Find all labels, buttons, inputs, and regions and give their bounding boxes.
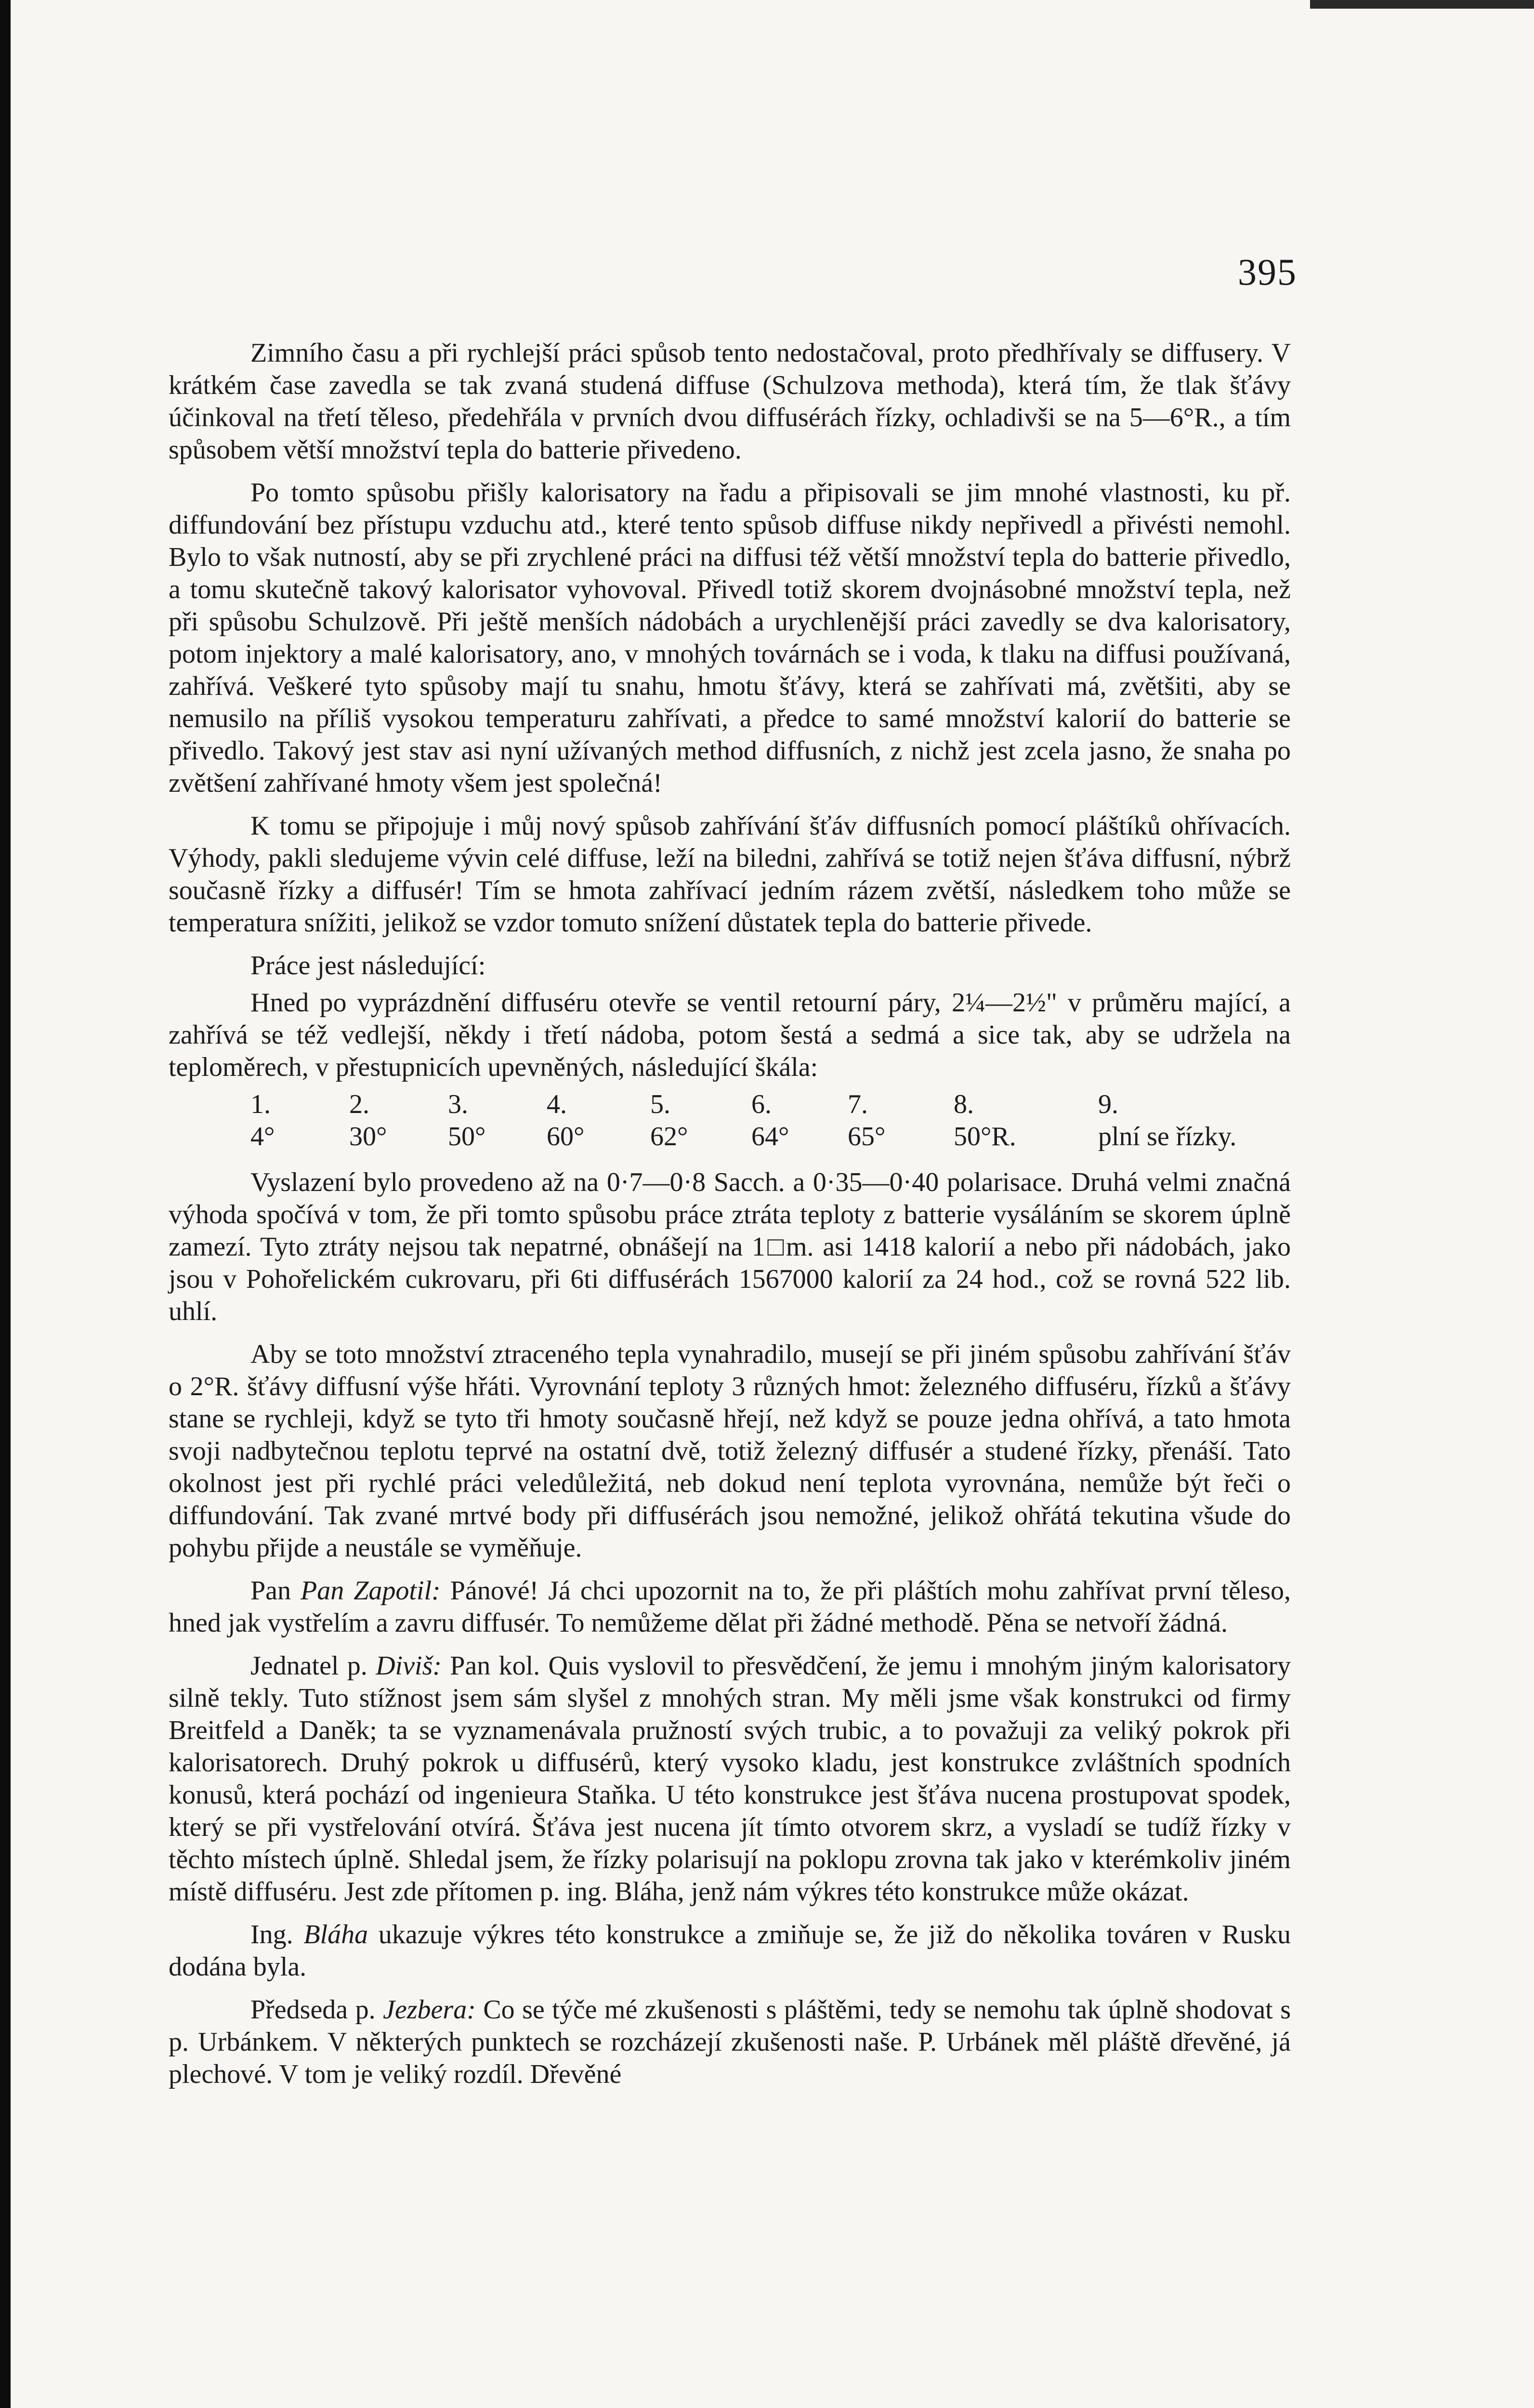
speaker-name: Diviš: (376, 1651, 442, 1681)
paragraph-zapotil: Pan Pan Zapotil: Pánové! Já chci upozornit na to, že při pláštích mohu zahřívat první těleso, hned jak vystřelím a zavru diffusér. To nemůžeme dělat při žádné methodě. Pěna se netvoří žádná. (169, 1576, 1291, 1638)
scale-number: 6. (751, 1089, 772, 1119)
page-number: 395 (1238, 251, 1297, 293)
temperature-scale-table (250, 1088, 1291, 1153)
paragraph-new-method: K tomu se připojuje i můj nový spůsob zahřívání šťáv diffusních pomocí pláštíků ohřívacích. Výhody, pakli sledujeme vývin celé diffuse, leží na biledni, zahřívá se totiž nejen šťáva diffusní, nýbrž současně řízky a diffusér! Tím se hmota zahřívací jedním rázem zvětší, následkem toho může se temperatura snížiti, jelikož se vzdor tomuto snížení důstatek tepla do batterie přivede. (169, 811, 1291, 938)
text-column (169, 337, 1291, 2101)
scale-number: 9. (1098, 1089, 1118, 1119)
scale-number: 3. (448, 1089, 468, 1119)
speaker-prefix: Ing. (250, 1920, 304, 1950)
scale-temperature: 65° (848, 1122, 886, 1152)
scale-temperature: plní se řízky. (1098, 1122, 1237, 1152)
paragraph-kalorisatory: Po tomto spůsobu přišly kalorisatory na řadu a připisovali se jim mnohé vlastnosti, ku př. diffundování bez přístupu vzduchu atd., které tento spůsob diffuse nikdy nepřivedl a přivésti nemohl. Bylo to však nutností, aby se při zrychlené práci na diffusi též větší množství tepla do batterie přivedlo, a tomu skutečně takový kalorisator vyhovoval. Přivedl totiž skorem dvojnásobné množství tepla, než při spůsobu Schulzově. Při ještě menších nádobách a urychlenější práci zavedly se dva kalorisatory, potom injektory a malé kalorisatory, ano, v mnohých továrnách se i voda, k tlaku na diffusi používaná, zahřívá. Veškeré tyto spůsoby mají tu snahu, hmotu šťávy, která se zahřívati má, zvětšiti, aby se nemusilo na příliš vysokou temperaturu zahřívati, a předce to samé množství kalorií do batterie se přivedlo. Takový jest stav asi nyní užívaných method diffusních, z nichž jest zcela jasno, že snaha po zvětšení zahřívané hmoty všem jest společná! (169, 478, 1291, 798)
speech-text: Pánové! Já chci upozornit na to, že při pláštích mohu zahřívat první těleso, hned jak vystřelím a zavru diffusér. To nemůžeme dělat při žádné methodě. Pěna se netvoří žádná. (169, 1576, 1291, 1638)
scale-temperature: 62° (650, 1122, 688, 1152)
speech-text: ukazuje výkres této konstrukce a zmiňuje se, že již do několika továren v Rusku dodána byla. (169, 1920, 1291, 1982)
paragraph-results: Vyslazení bylo provedeno až na 0·7—0·8 Sacch. a 0·35—0·40 polarisace. Druhá velmi značná výhoda spočívá v tom, že při tomto spůsobu práce ztráta teploty z batterie vysáláním se skorem úplně zamezí. Tyto ztráty nejsou tak nepatrné, obnášejí na 1□m. asi 1418 kalorií a nebo při nádobách, jako jsou v Pohořelickém cukrovaru, při 6ti diffusérách 1567000 kalorií za 24 hod., což se rovná 522 lib. uhlí. (169, 1167, 1291, 1326)
scale-number: 4. (547, 1089, 567, 1119)
speech-text: Co se týče mé zkušenosti s pláštěmi, tedy se nemohu tak úplně shodovat s p. Urbánkem. V některých punktech se rozcházejí zkušenosti naše. P. Urbánek měl pláště dřevěné, já plechové. V tom je veliký rozdíl. Dřevěné (169, 1995, 1291, 2089)
scale-number: 5. (650, 1089, 670, 1119)
paragraph-blaha (169, 1919, 1291, 1983)
scale-temperature: 4° (250, 1122, 275, 1152)
paragraph-divis (169, 1650, 1291, 1908)
scale-number: 2. (349, 1089, 369, 1119)
scale-number: 7. (848, 1089, 868, 1119)
scan-edge (0, 0, 11, 2408)
paragraph-heat-loss: Aby se toto množství ztraceného tepla vynahradilo, musejí se při jiném spůsobu zahřívání šťáv o 2°R. šťávy diffusní výše hřáti. Vyrovnání teploty 3 různých hmot: železného diffuséru, řízků a šťávy stane se rychleji, když se tyto tři hmoty současně hřejí, než když se pouze jedna ohřívá, a tato hmota svoji nadbytečnou teplotu teprvé na ostatní dvě, totiž železný diffusér a studené řízky, přenáší. Tato okolnost jest při rychlé práci veledůležitá, neb dokud není teplota vyrovnána, nemůže být řeči o diffundování. Tak zvané mrtvé body při diffusérách jsou nemožné, jelikož ohřátá tekutina všude do pohybu přijde a neustále se vyměňuje. (169, 1339, 1291, 1563)
scale-temperature: 50°R. (954, 1122, 1016, 1152)
speaker-name: Bláha (303, 1920, 368, 1950)
scale-number: 1. (250, 1089, 271, 1119)
paragraph-jezbera (169, 1994, 1291, 2091)
paragraph-winter-diffusion: Zimního času a při rychlejší práci spůsob tento nedostačoval, proto předhřívaly se diffusery. V krátkém čase zavedla se tak zvaná studená diffuse (Schulzova methoda), která tím, že tlak šťávy účinkoval na třetí těleso, předehřála v prvních dvou diffusérách řízky, ochladivši se na 5—6°R., a tím spůsobem větší množství tepla do batterie přivedeno. (169, 338, 1291, 465)
scale-temperature: 50° (448, 1122, 486, 1152)
scale-temperature: 30° (349, 1122, 387, 1152)
paragraph-work-heading: Práce jest následující: (250, 951, 486, 981)
scale-temperature: 64° (751, 1122, 789, 1152)
speaker-prefix: Jednatel p. (250, 1651, 376, 1681)
paragraph-procedure: Hned po vyprázdnění diffuséru otevře se ventil retourní páry, 2¼—2½" v průměru mající, a zahřívá se též vedlejší, někdy i třetí nádoba, potom šestá a sedmá a sice tak, aby se udržela na teploměrech, v přestupnicích upevněných, následující škála: (169, 988, 1291, 1082)
scale-number: 8. (954, 1089, 974, 1119)
speech-text: Pan kol. Quis vyslovil to přesvědčení, že jemu i mnohým jiným kalorisatory silně tekly. Tuto stížnost jsem sám slyšel z mnohých stran. My měli jsme však konstrukci od firmy Breitfeld a Daněk; ta se vyznamenávala pružností svých trubic, a to považuji za veliký pokrok při kalorisatorech. Druhý pokrok u diffusérů, který vysoko kladu, jest konstrukce zvláštních spodních konusů, která pochází od ingenieura Staňka. U této konstrukce jest šťáva nucena prostupovat spodek, který se při vystřelování otvírá. Šťáva jest nucena jít tímto otvorem skrz, a vysladí se tudíž řízky v těchto místech úplně. Shledal jsem, že řízky polarisují na poklopu zrovna tak jako v kterémkoliv jiném místě diffuséru. Jest zde přítomen p. ing. Bláha, jenž nám výkres této konstrukce může okázat. (169, 1651, 1291, 1907)
speaker-name: Pan Zapotil: (301, 1576, 441, 1606)
scan-top-edge (1310, 0, 1534, 9)
scale-temperature: 60° (547, 1122, 585, 1152)
speaker-prefix: Předseda p. (250, 1995, 383, 2025)
speaker-name: Jezbera: (383, 1995, 476, 2025)
